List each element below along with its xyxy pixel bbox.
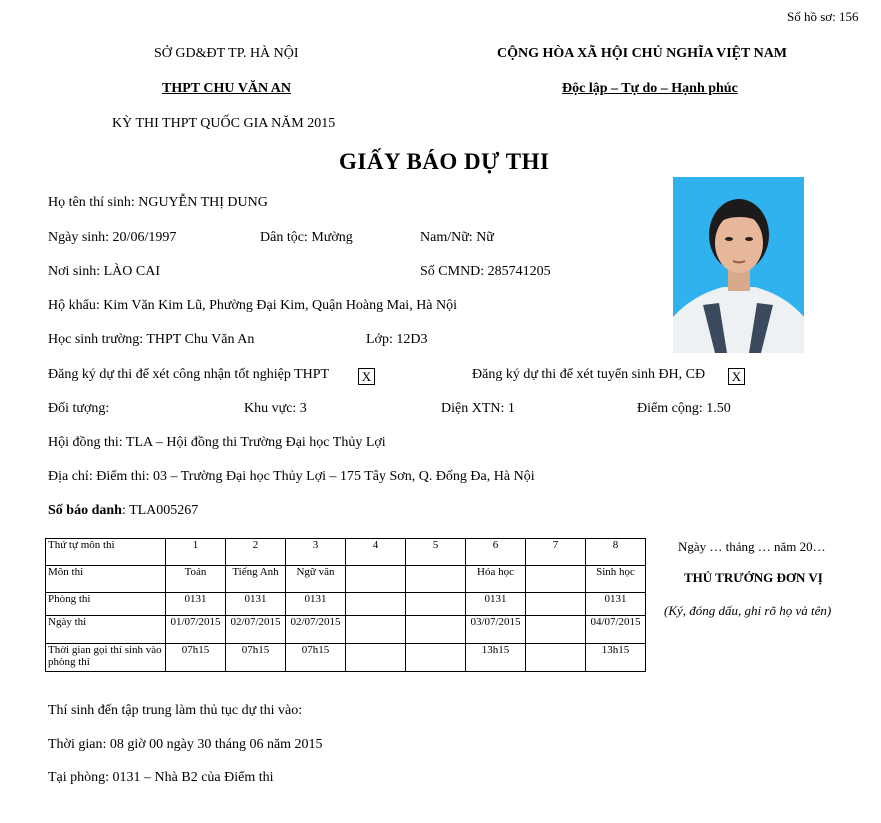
candidate-number-value: : TLA005267 — [121, 503, 199, 518]
order-cell: 5 — [406, 539, 466, 566]
room-cell: 0131 — [586, 593, 646, 616]
time-cell — [346, 644, 406, 672]
table-row-date — [46, 616, 646, 644]
republic-heading: CỘNG HÒA XÃ HỘI CHỦ NGHĨA VIỆT NAM — [497, 46, 788, 61]
time-cell: 07h15 — [286, 644, 346, 672]
row-label: Thời gian gọi thí sinh vào phòng thi — [46, 644, 166, 672]
date-of-birth: Ngày sinh: 20/06/1997 — [48, 230, 177, 245]
date-cell: 02/07/2015 — [226, 616, 286, 644]
room-cell — [346, 593, 406, 616]
time-cell: 13h15 — [586, 644, 646, 672]
subject-cell: Toán — [166, 566, 226, 593]
order-cell: 2 — [226, 539, 286, 566]
table-row-order — [46, 539, 646, 566]
room-cell: 0131 — [286, 593, 346, 616]
date-cell — [406, 616, 466, 644]
bonus-points: Điểm cộng: 1.50 — [637, 401, 731, 416]
subject-cell — [526, 566, 586, 593]
subject-cell: Tiếng Anh — [226, 566, 286, 593]
university-registration-checkbox: X — [728, 368, 745, 385]
order-cell: 6 — [466, 539, 526, 566]
row-label: Phòng thi — [46, 593, 166, 616]
subject-cell: Hóa học — [466, 566, 526, 593]
exam-schedule-table — [45, 538, 646, 672]
xtn-category: Diện XTN: 1 — [441, 401, 515, 416]
gender: Nam/Nữ: Nữ — [420, 230, 494, 245]
department-name: SỞ GD&ĐT TP. HÀ NỘI — [154, 46, 299, 61]
order-cell: 1 — [166, 539, 226, 566]
candidate-number-label: Số báo danh — [48, 503, 122, 518]
birthplace: Nơi sinh: LÀO CAI — [48, 264, 161, 279]
row-label: Môn thi — [46, 566, 166, 593]
candidate-photo — [673, 177, 804, 353]
subject-cell — [406, 566, 466, 593]
date-cell: 04/07/2015 — [586, 616, 646, 644]
signature-note: (Ký, đóng dấu, ghi rõ họ và tên) — [664, 603, 832, 618]
table-row-call-time — [46, 644, 646, 672]
room-cell: 0131 — [166, 593, 226, 616]
document-title: GIẤY BÁO DỰ THI — [339, 149, 550, 174]
time-cell — [406, 644, 466, 672]
university-registration-label: Đăng ký dự thi để xét tuyển sinh ĐH, CĐ — [472, 367, 706, 382]
time-cell: 07h15 — [226, 644, 286, 672]
order-cell: 7 — [526, 539, 586, 566]
graduation-registration-checkbox: X — [358, 368, 375, 385]
signature-date: Ngày … tháng … năm 20… — [678, 539, 826, 554]
date-cell — [346, 616, 406, 644]
exam-council: Hội đồng thi: TLA – Hội đồng thi Trường Đại học Thủy Lợi — [48, 435, 386, 450]
school-attended: Học sinh trường: THPT Chu Văn An — [48, 332, 255, 347]
id-number: Số CMND: 285741205 — [420, 264, 551, 279]
candidate-name: Họ tên thí sinh: NGUYỄN THỊ DUNG — [48, 195, 268, 210]
class-name: Lớp: 12D3 — [366, 332, 428, 347]
room-cell: 0131 — [226, 593, 286, 616]
date-cell — [526, 616, 586, 644]
gathering-instruction: Thí sinh đến tập trung làm thủ tục dự thi vào: — [48, 703, 303, 718]
time-cell — [526, 644, 586, 672]
room-cell — [526, 593, 586, 616]
room-cell: 0131 — [466, 593, 526, 616]
order-cell: 8 — [586, 539, 646, 566]
subject-cell — [346, 566, 406, 593]
ethnicity: Dân tộc: Mường — [260, 230, 353, 245]
row-label: Ngày thi — [46, 616, 166, 644]
candidate-number — [48, 503, 198, 519]
table-row-room — [46, 593, 646, 616]
target-group: Đối tượng: — [48, 401, 110, 416]
exam-address: Địa chỉ: Điểm thi: 03 – Trường Đại học Thủy Lợi – 175 Tây Sơn, Q. Đống Đa, Hà Nội — [48, 469, 535, 484]
table-row-subject — [46, 566, 646, 593]
date-cell: 01/07/2015 — [166, 616, 226, 644]
school-name: THPT CHU VĂN AN — [162, 81, 292, 96]
gathering-room: Tại phòng: 0131 – Nhà B2 của Điểm thi — [48, 770, 274, 785]
date-cell: 03/07/2015 — [466, 616, 526, 644]
row-label: Thứ tự môn thi — [46, 539, 166, 566]
order-cell: 4 — [346, 539, 406, 566]
exam-name: KỲ THI THPT QUỐC GIA NĂM 2015 — [112, 116, 336, 131]
order-cell: 3 — [286, 539, 346, 566]
gathering-time: Thời gian: 08 giờ 00 ngày 30 tháng 06 năm 2015 — [48, 737, 323, 752]
graduation-registration-label: Đăng ký dự thi để xét công nhận tốt nghiệp THPT — [48, 367, 330, 382]
signature-title: THỦ TRƯỞNG ĐƠN VỊ — [684, 570, 823, 585]
subject-cell: Ngữ văn — [286, 566, 346, 593]
portrait-image — [673, 177, 804, 353]
national-motto: Độc lập – Tự do – Hạnh phúc — [562, 81, 738, 96]
room-cell — [406, 593, 466, 616]
time-cell: 07h15 — [166, 644, 226, 672]
time-cell: 13h15 — [466, 644, 526, 672]
file-number: Số hồ sơ: 156 — [787, 9, 859, 24]
date-cell: 02/07/2015 — [286, 616, 346, 644]
area: Khu vực: 3 — [244, 401, 307, 416]
household-address: Hộ khẩu: Kim Văn Kim Lũ, Phường Đại Kim, Quận Hoàng Mai, Hà Nội — [48, 298, 458, 313]
subject-cell: Sinh học — [586, 566, 646, 593]
